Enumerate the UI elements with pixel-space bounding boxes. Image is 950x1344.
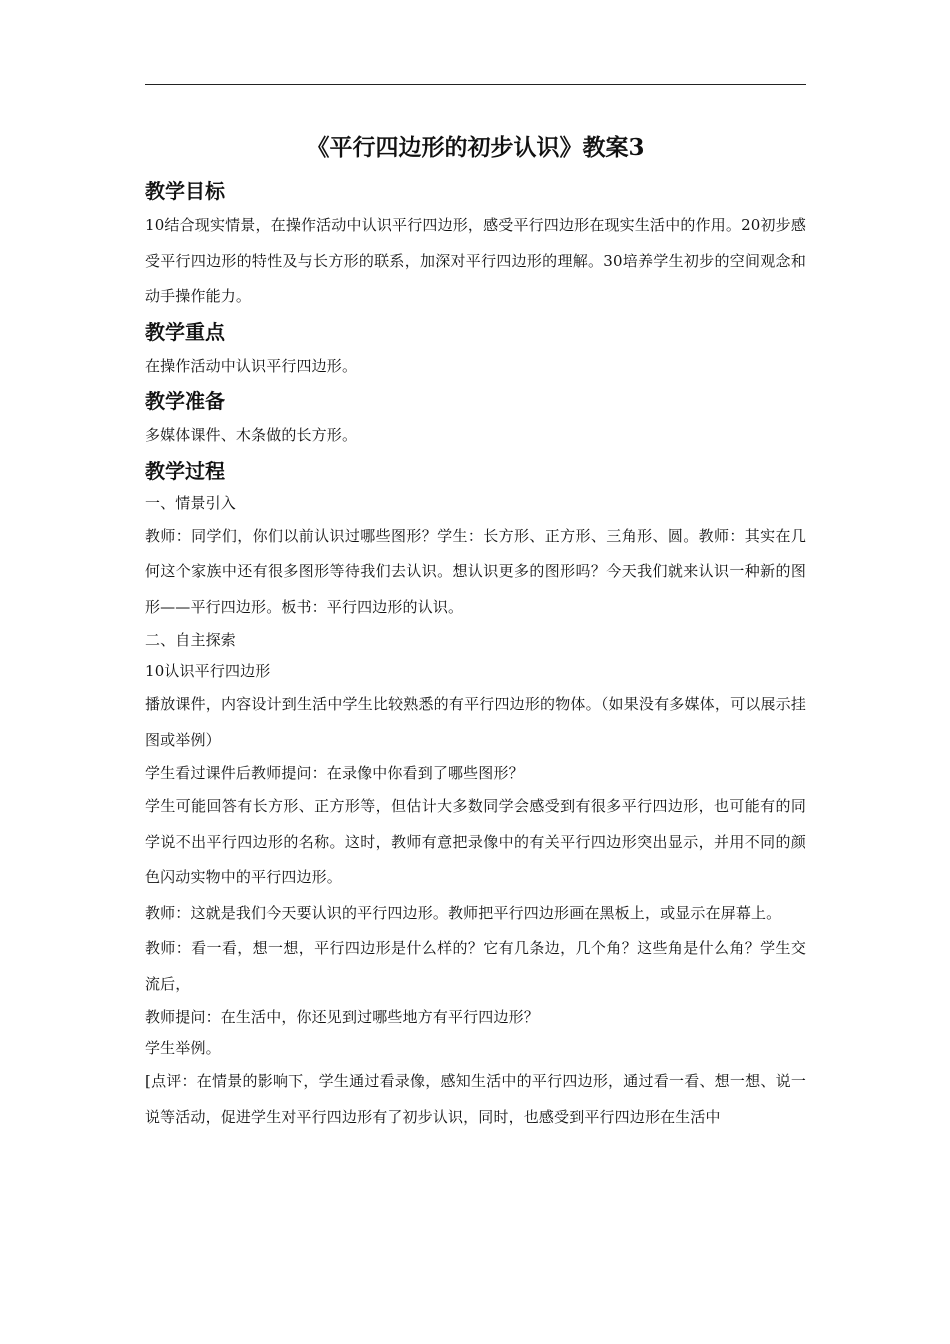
heading-preparation: 教学准备: [145, 389, 225, 413]
process-paragraph: 教师提问：在生活中，你还见到过哪些地方有平行四边形？: [145, 1008, 539, 1026]
heading-key-point: 教学重点: [145, 319, 225, 344]
header-rule: [145, 84, 806, 85]
key-point-text: 在操作活动中认识平行四边形。: [145, 356, 358, 375]
process-paragraph: 教师：这就是我们今天要认识的平行四边形。教师把平行四边形画在黑板上，或显示在屏幕上。: [145, 903, 782, 922]
process-paragraph: 学生举例。: [145, 1039, 221, 1057]
process-paragraph: 教师：看一看，想一想，平行四边形是什么样的？它有几条边，几个角？这些角是什么角？学生交流后，: [145, 939, 806, 993]
process-subheading-recognize: 10认识平行四边形: [145, 662, 271, 680]
preparation-text: 多媒体课件、木条做的长方形。: [145, 426, 358, 444]
document-title: 《平行四边形的初步认识》教案3: [306, 134, 645, 161]
process-paragraph: 学生可能回答有长方形、正方形等，但估计大多数同学会感受到有很多平行四边形，也可能有的同学说不出平行四边形的名称。这时，教师有意把录像中的有关平行四边形突出显示，并用不同的颜色闪动实物中的平行四边形。: [145, 797, 806, 886]
process-subheading-explore: 二、自主探索: [145, 631, 236, 649]
document-body: [145, 128, 806, 1135]
heading-process: 教学过程: [145, 458, 225, 483]
process-paragraph: 教师：同学们，你们以前认识过哪些图形？学生：长方形、正方形、三角形、圆。教师：其实在几何这个家族中还有很多图形等待我们去认识。想认识更多的图形吗？今天我们就来认识一种新的图形——平行四边形。板书：平行四边形的认识。: [145, 526, 806, 616]
objectives-text: 10结合现实情景，在操作活动中认识平行四边形，感受平行四边形在现实生活中的作用。20初步感受平行四边形的特性及与长方形的联系，加深对平行四边形的理解。30培养学生初步的空间观念和动手操作能力。: [145, 216, 806, 305]
process-paragraph: 播放课件，内容设计到生活中学生比较熟悉的有平行四边形的物体。（如果没有多媒体，可以展示挂图或举例）: [145, 695, 806, 749]
heading-objectives: 教学目标: [145, 179, 225, 203]
process-subheading-intro: 一、情景引入: [145, 493, 236, 512]
process-paragraph: 学生看过课件后教师提问：在录像中你看到了哪些图形？: [145, 764, 524, 782]
process-comment: [点评：在情景的影响下，学生通过看录像，感知生活中的平行四边形，通过看一看、想一想、说一说等活动，促进学生对平行四边形有了初步认识，同时，也感受到平行四边形在生活中: [145, 1072, 806, 1126]
